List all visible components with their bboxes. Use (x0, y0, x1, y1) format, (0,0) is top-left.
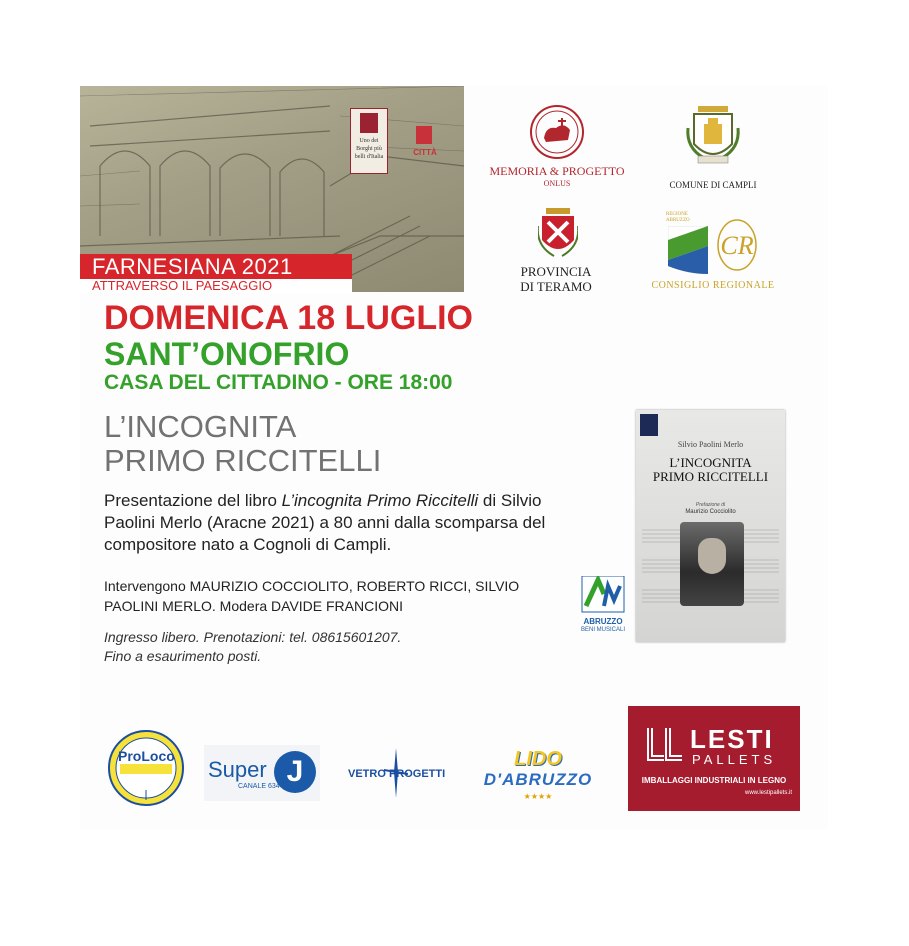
title-line1: L’INCOGNITA (104, 409, 297, 444)
tower-icon (360, 113, 378, 133)
lesti-url: www.lestipallets.it (744, 790, 792, 796)
provincia-line2: DI TERAMO (520, 279, 592, 294)
regione-small: REGIONE ABRUZZO (666, 212, 690, 223)
lesti-pallets-logo (628, 706, 800, 811)
proloco-badge-icon (106, 728, 186, 808)
book-prefazione: Prefazione di (695, 502, 726, 508)
lido-logo (468, 748, 608, 804)
book-author: Silvio Paolini Merlo (677, 440, 744, 449)
abm-line2: BENI MUSICALI (580, 627, 625, 633)
memoria-logo (526, 104, 588, 160)
campli-crest (684, 98, 742, 170)
lesti-name: LESTI (690, 724, 774, 754)
borghi-text: Uno dei Borghi più belli d'Italia (354, 138, 384, 160)
aracne-logo-icon (640, 414, 658, 436)
abm-line1: ABRUZZO (583, 617, 623, 626)
abruzzo-flag-icon (668, 226, 708, 274)
svg-text:CR: CR (720, 231, 754, 260)
teramo-shield-icon (538, 206, 578, 260)
lamb-emblem-icon (526, 104, 588, 160)
portrait-face (698, 538, 726, 574)
notes-line1: Ingresso libero. Prenotazioni: tel. 08615601207. (104, 629, 402, 645)
book-title-line1: L’INCOGNITA (669, 455, 752, 470)
book-prefatore: Maurizio Cocciolito (685, 509, 736, 515)
book-title-italic: L’incognita Primo Riccitelli (281, 491, 479, 510)
title-line2: PRIMO RICCITELLI (104, 443, 382, 478)
notes-line2: Fino a esaurimento posti. (104, 648, 262, 664)
abm-logo (580, 576, 626, 616)
lido-stars: ★★★★ (523, 792, 553, 801)
book-title-line2: PRIMO RICCITELLI (652, 469, 769, 484)
event-date: DOMENICA 18 LUGLIO (104, 299, 473, 337)
cr-monogram (716, 218, 758, 272)
campli-shield-icon (684, 98, 742, 170)
speakers-intro: Intervengono (104, 578, 190, 594)
teramo-crest (538, 206, 578, 260)
composer-portrait (680, 522, 744, 606)
lesti-ll-icon (646, 728, 684, 762)
vetro-text: VETRO PROGETTI (348, 768, 446, 780)
proloco-logo (106, 728, 186, 808)
event-description (104, 490, 574, 556)
lido-line1: LIDO (514, 748, 562, 770)
abm-emblem-icon (580, 576, 626, 616)
cr-emblem-icon (716, 218, 758, 272)
memoria-name: MEMORIA & PROGETTO (489, 164, 625, 178)
booking-notes (104, 628, 564, 666)
citta-logo (410, 126, 440, 166)
event-place: SANT’ONOFRIO (104, 336, 350, 372)
provincia-line1: PROVINCIA (520, 264, 592, 279)
lesti-tagline: IMBALLAGGI INDUSTRIALI IN LEGNO (641, 776, 787, 785)
lesti-sub: PALLETS (692, 752, 777, 767)
speakers (104, 576, 564, 616)
moderator-intro: Modera (215, 598, 272, 614)
abruzzo-region-logo (668, 226, 708, 274)
citta-text: CITTÀ (413, 148, 437, 157)
consiglio-label: CONSIGLIO REGIONALE (651, 280, 775, 291)
castle-icon (416, 126, 432, 144)
desc-part2: di Silvio Paolini Merlo (Aracne 2021) a 80 anni dalla scomparsa del compositore nato a Cognoli di Campli. (104, 491, 546, 554)
memoria-sub: ONLUS (543, 179, 571, 188)
proloco-text: ProLoco (118, 748, 175, 764)
speakers-names: MAURIZIO COCCIOLITO, ROBERTO RICCI, SILVIO PAOLINI MERLO. (104, 578, 520, 614)
vetro-logo (348, 748, 444, 798)
campli-label: COMUNE DI CAMPLI (669, 180, 757, 190)
lido-line2: D'ABRUZZO (483, 770, 593, 789)
book-cover (636, 410, 785, 642)
banner-title: FARNESIANA 2021 (80, 254, 352, 280)
moderator-name: DAVIDE FRANCIONI (271, 598, 404, 614)
banner-subtitle: ATTRAVERSO IL PAESAGGIO (80, 279, 352, 293)
event-venue: CASA DEL CITTADINO - ORE 18:00 (104, 371, 453, 394)
super-sub: CANALE 634 (238, 783, 280, 790)
j-circle-icon: J (274, 751, 316, 793)
super-j-logo (204, 745, 320, 801)
super-text: Super (208, 757, 267, 782)
desc-part1: Presentazione del libro (104, 491, 282, 510)
borghi-logo (350, 108, 388, 174)
